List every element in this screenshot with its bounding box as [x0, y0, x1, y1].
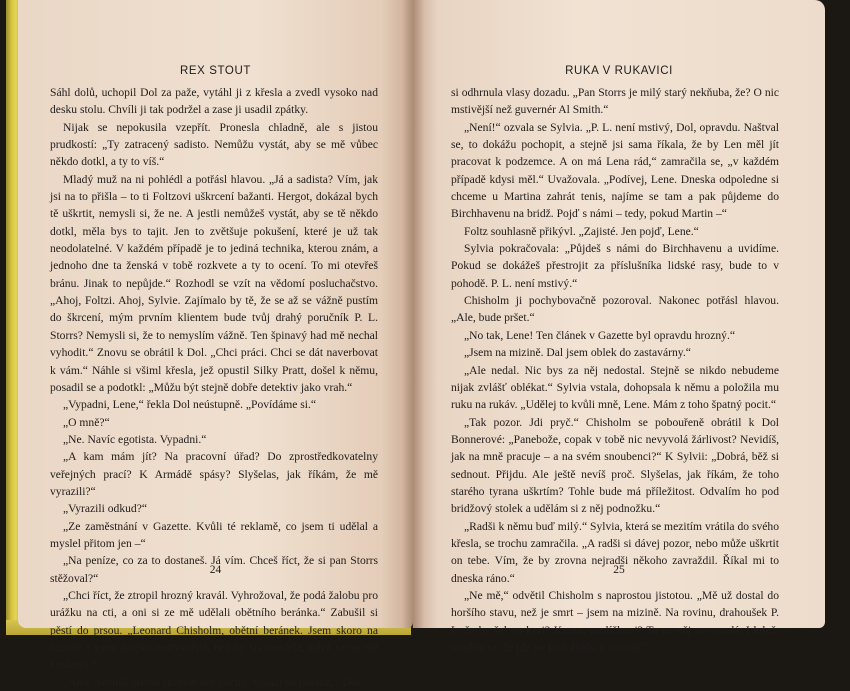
- paragraph: „O mně?“: [63, 415, 110, 429]
- paragraph: Chisholm ji pochybovačně pozoroval. Nakonec potřásl hlavou. „Ale, bude pršet.“: [451, 294, 779, 325]
- paragraph: „No tak, Lene! Ten článek v Gazette byl opravdu hrozný.“: [464, 328, 735, 342]
- paragraph: si odhrnula vlasy dozadu. „Pan Storrs je milý starý nekňuba, že? O nic mstivější než guvernér Al Smith.“: [451, 86, 779, 117]
- paragraph: Mladý muž na ni pohlédl a potřásl hlavou. „Já a sadista? Vím, jak jsi na to přišla – to ti Foltzovi uškrcení bažanti. Hergot, dokázal bych tě uškrtit, nemysli si, že ne. A jestli nemůžeš vystát, aby se tě někdo dotkl, měla bys to tajit. Jen to zvětšuje pokušení, které je už tak neodolatelné. V každém případě je to jediná technika, kterou znám, a jednoho dne ta ženská v tobě rozkvete a ty to ocení. To mi otevřeš bránu. Jinak to nepůjde.“ Rozhodl se vzít na vědomí posluchačstvo. „Ahoj, Foltzi. Ahoj, Sylvie. Zajímalo by tě, že se až se vážně pustím do škrcení, mým prvním klientem bude tvůj drahý poručník P. L. Storrs? Nemysli si, že to nemyslím vážně. Ten špinavý had mě nechal vyhodit.“ Znovu se obrátil k Dol. „Chci práci. Chci se dát naverbovat k vám.“ Náhle si všiml křesla, jež opustil Silky Pratt, došel k němu, posadil se a podotkl: „Můžu být stejně dobře detektiv jako vrah.“: [50, 172, 378, 394]
- paragraph: „Na peníze, co za to dostaneš. Já vím. Chceš říct, že si pan Storrs stěžoval?“: [50, 554, 378, 585]
- paragraph: „Ne. Navíc egotista. Vypadni.“: [63, 432, 207, 446]
- paragraph: „A kam mám jít? Na pracovní úřad? Do zprostředkovatelny veřejných prací? K Armádě spásy? Slyšelas, jak říkám, že mě vyrazili?“: [50, 450, 378, 498]
- background-right: [825, 0, 850, 635]
- left-page: [18, 0, 413, 689]
- page-number-left: 24: [209, 564, 222, 576]
- page-number-right: 25: [613, 564, 625, 576]
- paragraph: Sylvia pokračovala: „Půjdeš s námi do Birchhavenu a uvidíme. Pokud se dokážeš přestrojit za příslušníka lidské rasy, bude to v pohodě. P. L. není mstivý.“: [451, 242, 779, 290]
- paragraph: „Chci říct, že ztropil hrozný kravál. Vyhrožoval, že podá žalobu pro urážku na cti, a oni si ze mě udělali obětního beránka.“ Zabušil si pěstí do prsou. „Leonard Chisholm, obětní beránek. Jsem skoro na mizině a jsem daleko naštvanější, než by sis myslela, když se na mě koukneš.“: [50, 588, 378, 672]
- right-page: [413, 0, 825, 654]
- left-page-body: [50, 84, 378, 691]
- paragraph: Sáhl dolů, uchopil Dol za paže, vytáhl ji z křesla a zvedl vysoko nad desku stolu. Chvíli ji tak podržel a zase ji usadil zpátky.: [50, 86, 378, 117]
- running-header-left: REX STOUT: [179, 65, 251, 77]
- paragraph: „Vypadni, Lene,“ řekla Dol neústupně. „Povídáme si.“: [63, 398, 317, 412]
- paragraph: Foltz souhlasně přikývl. „Zajisté. Jen pojď, Lene.“: [464, 224, 699, 238]
- running-header-right: RUKA V RUKAVICI: [565, 65, 673, 77]
- paragraph: „Ano. Nesmíš takhle skrývat své pocity. Vyrazí na povrch.“ Dol: [63, 675, 360, 689]
- paragraph: „Jsem na mizině. Dal jsem oblek do zastavárny.“: [464, 346, 691, 360]
- paragraph: „Ale nedal. Nic bys za něj nedostal. Stejně se nikdo nebudeme nijak zvlášť oblékat.“ Sylvia vstala, dohopsala k němu a položila mu ruku na rukáv. „Udělej to kvůli mně, Lene. Mám z toho špatný pocit.“: [451, 363, 779, 412]
- paragraph: „Radši k němu buď milý.“ Sylvia, která se mezitím vrátila do svého křesla, se trochu zamračila. „A radši si dávej pozor, nebo může uškrtit on tebe. Vím, že by zrovna nejradši někoho zavraždil. Říkal mi to dneska ráno.“: [451, 519, 779, 585]
- paragraph: „Není!“ ozvala se Sylvia. „P. L. není mstivý, Dol, opravdu. Naštval se, to dokážu pochopit, a stejně jsi sama říkala, že by Len měl jít pracovat k podzemce. A on má Lena rád,“ zamračila se, „v každém případě kdysi měl.“ Uvažovala. „Podívej, Lene. Dneska odpoledne si chceme u Martina zahrát tenis, najíme se tam a pak půjdeme do Birchhavenu na bridž. Pojď s námi – tedy, pokud Martin –“: [451, 120, 779, 221]
- paragraph: „Tak pozor. Jdi pryč.“ Chisholm se pobouřeně obrátil k Dol Bonnerové: „Panebože, copak v tobě nic nevyvolá žárlivost? Nevidíš, jak na mně pracuje – a na svém snoubenci?“ K Sylvii: „Dobrá, běž si sednout. Přijdu. Ale ještě nevíš proč. Slyšelas, jak říkám, že toho starého tyrana uškrtím? Tohle bude má příležitost. Odvalím ho pod bridžový stolek a udělám si z něj podnožku.“: [451, 415, 779, 516]
- paragraph: „Vyrazili odkud?“: [63, 502, 148, 516]
- paragraph: „Ne mě,“ odvětil Chisholm s naprostou jistotou. „Mě už dostal do horšího stavu, než je smrt – jsem na mizině. Na rovinu, drahoušek P. L. že by šel po krvi? Komu, poslíčkovi? To na něj nevypadá. I když, vsadím se, že jde po Dol. Budu ji chránit.“: [451, 588, 779, 654]
- paragraph: Nijak se nepokusila vzepřít. Pronesla chladně, ale s jistou prudkostí: „Ty zatracený sadisto. Nemůžu vystát, aby se mě vůbec někdo dotkl, a ty to víš.“: [50, 120, 378, 169]
- paragraph: „Ze zaměstnání v Gazette. Kvůli té reklamě, co jsem ti udělal a myslel přitom jen –“: [50, 519, 378, 550]
